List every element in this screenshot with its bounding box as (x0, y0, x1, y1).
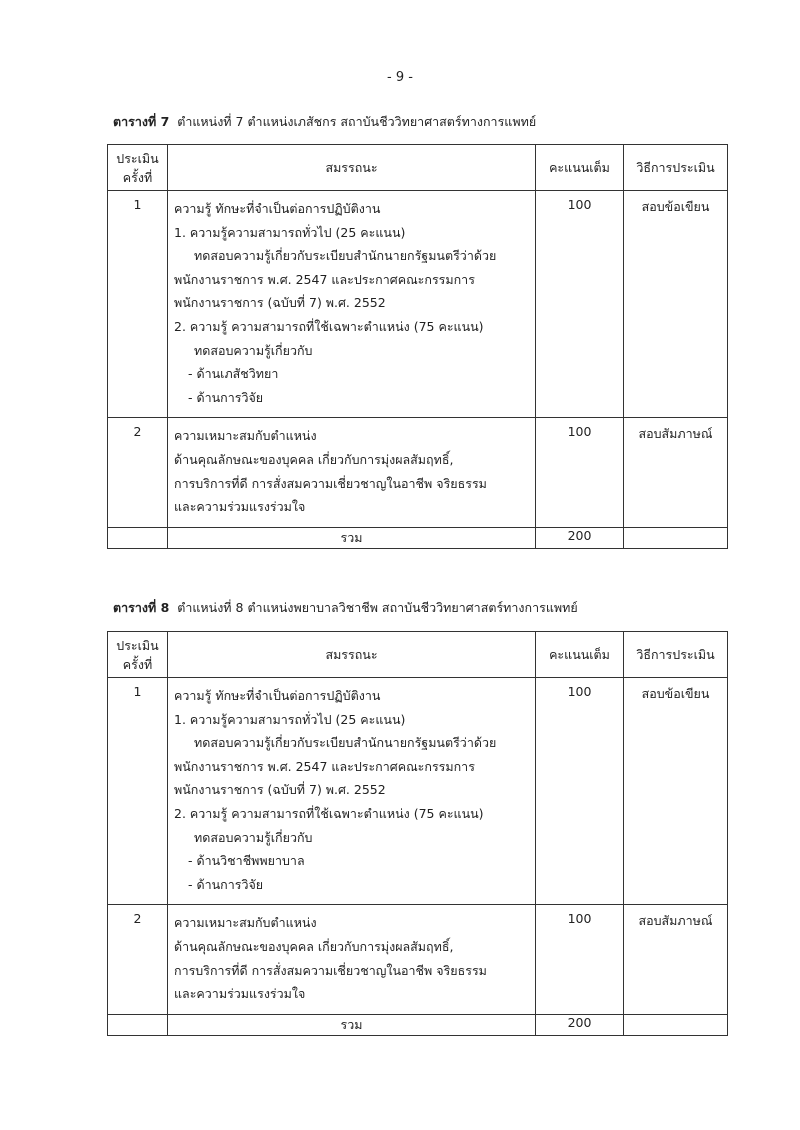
table-row (108, 905, 728, 1014)
full-score: 100 (536, 418, 624, 527)
competency-line: ด้านคุณลักษณะของบุคคล เกี่ยวกับการมุ่งผลสัมฤทธิ์, (174, 938, 454, 954)
competency-line: ความเหมาะสมกับตำแหน่ง (174, 428, 317, 444)
header-method: วิธีการประเมิน (624, 632, 728, 678)
total-empty-cell (108, 527, 168, 548)
header-round-line2: ครั้งที่ (122, 169, 153, 185)
table-8 (107, 631, 728, 1036)
round-number: 2 (108, 905, 168, 1014)
table-7-caption (113, 112, 536, 132)
competency-line: - ด้านการวิจัย (188, 876, 264, 892)
total-label: รวม (168, 1014, 536, 1035)
total-empty-cell (108, 1014, 168, 1035)
competency-line: 2. ความรู้ ความสามารถที่ใช้เฉพาะตำแหน่ง (75 คะแนน) (174, 805, 484, 821)
page-number: - 9 - (387, 70, 413, 85)
table-row (108, 191, 728, 418)
header-round (108, 632, 168, 678)
total-label: รวม (168, 527, 536, 548)
header-competency: สมรรถนะ (168, 632, 536, 678)
header-round-line2: ครั้งที่ (122, 656, 153, 672)
total-empty-cell (624, 527, 728, 548)
table-7 (107, 144, 728, 549)
round-number: 2 (108, 418, 168, 527)
evaluation-method: สอบสัมภาษณ์ (624, 418, 728, 527)
round-number: 1 (108, 191, 168, 418)
full-score: 100 (536, 905, 624, 1014)
evaluation-method: สอบสัมภาษณ์ (624, 905, 728, 1014)
competency-line: ทดสอบความรู้เกี่ยวกับระเบียบสำนักนายกรัฐมนตรีว่าด้วย (194, 248, 497, 264)
competency-line: พนักงานราชการ พ.ศ. 2547 และประกาศคณะกรรมการ (174, 758, 475, 774)
full-score: 100 (536, 191, 624, 418)
competency-line: ทดสอบความรู้เกี่ยวกับ (194, 342, 313, 358)
competency-line: ด้านคุณลักษณะของบุคคล เกี่ยวกับการมุ่งผลสัมฤทธิ์, (174, 451, 454, 467)
competency-line: พนักงานราชการ (ฉบับที่ 7) พ.ศ. 2552 (174, 782, 386, 798)
competency-cell (168, 418, 536, 527)
competency-line: และความร่วมแรงร่วมใจ (174, 499, 306, 515)
table-row (108, 418, 728, 527)
header-round-line1: ประเมิน (116, 637, 159, 653)
table-8-caption (113, 598, 578, 618)
competency-line: 1. ความรู้ความสามารถทั่วไป (25 คะแนน) (174, 224, 406, 240)
header-method: วิธีการประเมิน (624, 145, 728, 191)
round-number: 1 (108, 678, 168, 905)
competency-line: ความเหมาะสมกับตำแหน่ง (174, 915, 317, 931)
competency-line: - ด้านการวิจัย (188, 389, 264, 405)
competency-line: พนักงานราชการ พ.ศ. 2547 และประกาศคณะกรรมการ (174, 271, 475, 287)
competency-line: ความรู้ ทักษะที่จำเป็นต่อการปฏิบัติงาน (174, 688, 381, 703)
competency-line: การบริการที่ดี การสั่งสมความเชี่ยวชาญในอาชีพ จริยธรรม (174, 962, 487, 978)
table-header-row (108, 632, 728, 678)
header-full-score: คะแนนเต็ม (536, 145, 624, 191)
table-8-caption-number: ตารางที่ 8 (113, 600, 170, 615)
competency-line: ทดสอบความรู้เกี่ยวกับ (194, 829, 313, 845)
competency-line: - ด้านวิชาชีพพยาบาล (188, 853, 305, 869)
competency-line: ทดสอบความรู้เกี่ยวกับระเบียบสำนักนายกรัฐมนตรีว่าด้วย (194, 735, 497, 751)
total-empty-cell (624, 1014, 728, 1035)
competency-cell (168, 905, 536, 1014)
table-7-caption-title: ตำแหน่งที่ 7 ตำแหน่งเภสัชกร สถาบันชีววิทยาศาสตร์ทางการแพทย์ (177, 114, 537, 129)
evaluation-method: สอบข้อเขียน (624, 678, 728, 905)
header-competency: สมรรถนะ (168, 145, 536, 191)
total-score: 200 (536, 527, 624, 548)
total-score: 200 (536, 1014, 624, 1035)
competency-cell (168, 678, 536, 905)
table-header-row (108, 145, 728, 191)
evaluation-method: สอบข้อเขียน (624, 191, 728, 418)
full-score: 100 (536, 678, 624, 905)
table-8-caption-title: ตำแหน่งที่ 8 ตำแหน่งพยาบาลวิชาชีพ สถาบันชีววิทยาศาสตร์ทางการแพทย์ (177, 600, 578, 615)
total-row (108, 1014, 728, 1035)
competency-line: 1. ความรู้ความสามารถทั่วไป (25 คะแนน) (174, 711, 406, 727)
table-row (108, 678, 728, 905)
competency-line: และความร่วมแรงร่วมใจ (174, 986, 306, 1002)
competency-line: พนักงานราชการ (ฉบับที่ 7) พ.ศ. 2552 (174, 295, 386, 311)
competency-line: การบริการที่ดี การสั่งสมความเชี่ยวชาญในอาชีพ จริยธรรม (174, 475, 487, 491)
competency-line: ความรู้ ทักษะที่จำเป็นต่อการปฏิบัติงาน (174, 201, 381, 216)
header-round (108, 145, 168, 191)
competency-line: 2. ความรู้ ความสามารถที่ใช้เฉพาะตำแหน่ง (75 คะแนน) (174, 318, 484, 334)
header-round-line1: ประเมิน (116, 150, 159, 166)
competency-cell (168, 191, 536, 418)
header-full-score: คะแนนเต็ม (536, 632, 624, 678)
table-7-caption-number: ตารางที่ 7 (113, 114, 170, 129)
total-row (108, 527, 728, 548)
competency-line: - ด้านเภสัชวิทยา (188, 366, 279, 382)
